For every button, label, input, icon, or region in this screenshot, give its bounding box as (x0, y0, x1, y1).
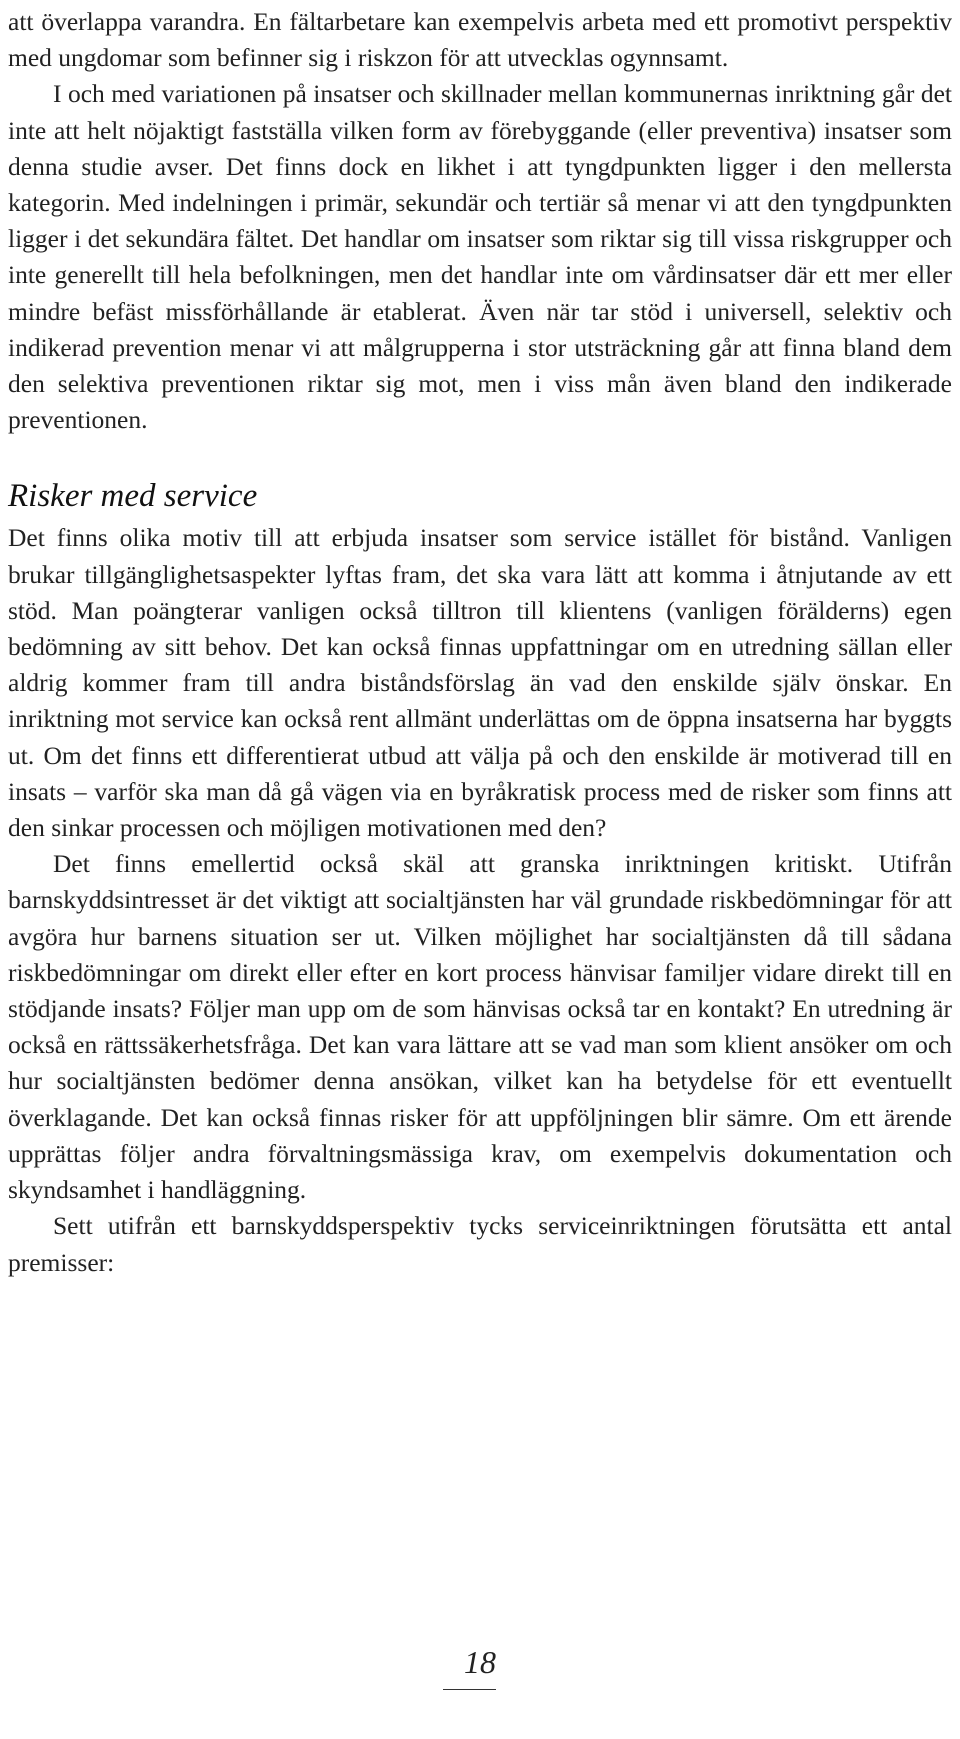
document-page (8, 4, 952, 1281)
page-number-underline (443, 1689, 496, 1690)
page-number: 18 (464, 1644, 496, 1680)
paragraph-prevention-focus: I och med variationen på insatser och skillnader mellan kommunernas inriktning går det inte att helt nöjaktigt fastställa vilken form av förebyggande (eller preventiva) insatser som denna studie avser. Det finns dock en likhet i att tyngdpunkten ligger i den mellersta kategorin. Med indelningen i primär, sekundär och tertiär så menar vi att den tyngdpunkten ligger i det sekundära fältet. Det handlar om insatser som riktar sig till vissa riskgrupper och inte generellt till hela befolkningen, men det handlar inte om vårdinsatser där ett mer eller mindre befäst missförhållande är etablerat. Även när tar stöd i universell, selektiv och indikerad prevention menar vi att målgrupperna i stor utsträckning går att finna bland dem den selektiva preventionen riktar sig mot, men i viss mån även bland den indikerade preventionen. (8, 79, 952, 435)
paragraph-continuation: att överlappa varandra. En fältarbetare kan exempelvis arbeta med ett promotivt perspektiv med ungdomar som befinner sig i riskzon för att utvecklas ogynnsamt. (8, 7, 952, 73)
paragraph-service-motives: Det finns olika motiv till att erbjuda insatser som service istället för bistånd. Vanligen brukar tillgänglighetsaspekter lyftas fram, det ska vara lätt att komma i åtnjutande av ett stöd. Man poängterar vanligen också tilltron till klientens (vanligen förälderns) egen bedömning av sitt behov. Det kan också finnas uppfattningar om en utredning sällan eller aldrig kommer fram till andra biståndsförslag än vad den enskilde själv önskar. En inriktning mot service kan också rent allmänt underlättas om de öppna insatserna har byggts ut. Om det finns ett differentierat utbud att välja på och den enskilde är motiverad till en insats – varför ska man då gå vägen via en byråkratisk process med de risker som finns att den sinkar processen och möjligen motivationen med den? (8, 523, 952, 843)
paragraph-critical-review: Det finns emellertid också skäl att granska inriktningen kritiskt. Utifrån barnskyddsintresset är det viktigt att socialtjänsten har väl grundade riskbedömningar för att avgöra hur barnens situation ser ut. Vilken möjlighet har socialtjänsten då till sådana riskbedömningar om direkt eller efter en kort process hänvisar familjer vidare direkt till en stödjande insats? Följer man upp om de som hänvisas också tar en kontakt? En utredning är också en rättssäkerhetsfråga. Det kan vara lättare att se vad man som klient ansöker om och hur socialtjänsten bedömer denna ansökan, vilket kan ha betydelse för ett eventuellt överklagande. Det kan också finnas risker för att uppföljningen blir sämre. Om ett ärende upprättas följer andra förvaltningsmässiga krav, om exempelvis dokumentation och skyndsamhet i handläggning. (8, 849, 952, 1205)
paragraph-premises: Sett utifrån ett barnskyddsperspektiv tycks serviceinriktningen förutsätta ett antal premisser: (8, 1211, 952, 1277)
section-heading: Risker med service (8, 478, 258, 515)
